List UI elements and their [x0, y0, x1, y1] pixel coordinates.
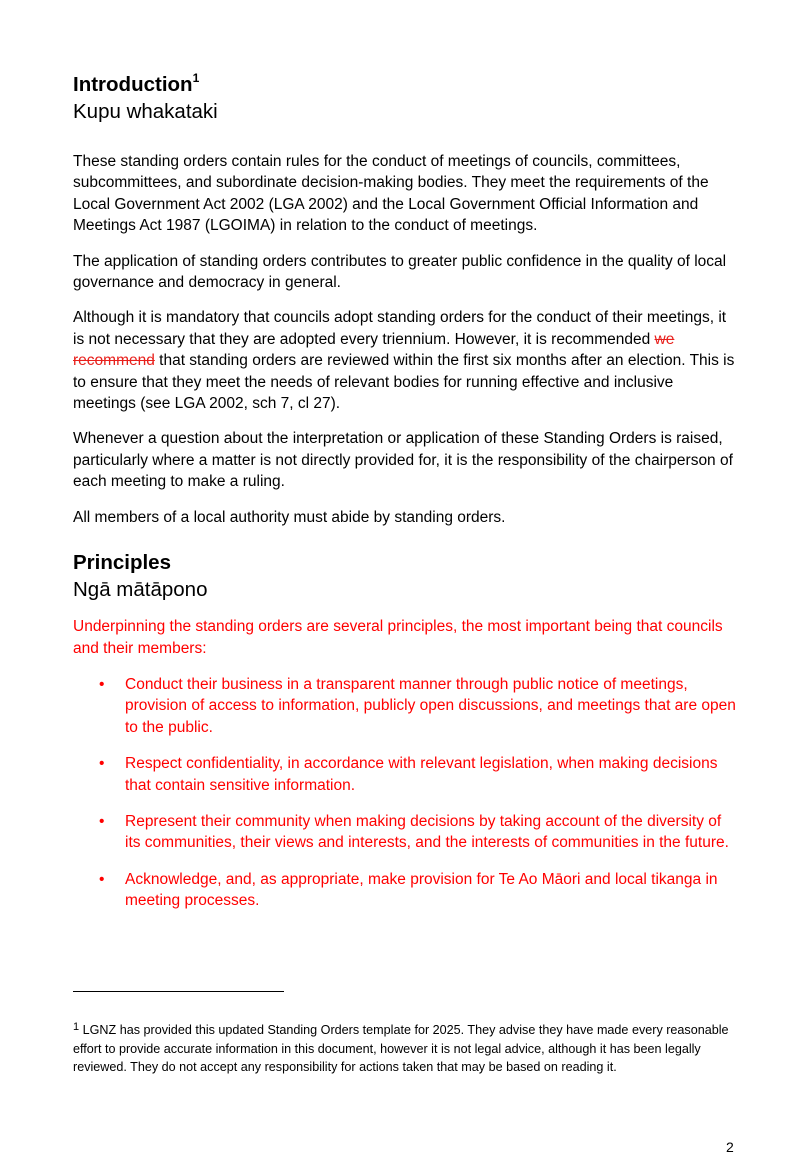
introduction-paragraph-2: The application of standing orders contributes to greater public confidence in the quality of local governance and democracy in general.: [73, 252, 727, 292]
footnote-reference[interactable]: 1: [192, 71, 200, 85]
footnote-number: 1: [73, 1021, 80, 1033]
paragraph-3-text-before: Although it is mandatory that councils adopt standing orders for the conduct of their meetings, it is not necessary that they are adopted every triennium. However, it is recommended: [73, 309, 727, 348]
paragraph-3-text-after: that standing orders are reviewed within the first six months after an election. This is to ensure that they meet the needs of relevant bodies for running effective and inclusive meetings (see LGA 2002, sch 7, cl 27).: [73, 352, 735, 413]
principles-intro: Underpinning the standing orders are several principles, the most important being that councils and their members:: [73, 618, 723, 657]
principles-subtitle: Ngā mātāpono: [73, 578, 208, 602]
introduction-subtitle: Kupu whakataki: [73, 100, 218, 123]
list-item-text: Respect confidentiality, in accordance with relevant legislation, when making decisions that contain sensitive information.: [125, 755, 718, 794]
introduction-paragraph-3: [73, 307, 737, 414]
introduction-paragraph-1: These standing orders contain rules for the conduct of meetings of councils, committees, subcommittees, and subordinate decision-making bodies. They meet the requirements of the Local Government Act 2002 (LGA 2002) and the Local Government Official Information and Meetings Act 1987 (LGOIMA) in relation to the conduct of meetings.: [73, 153, 709, 235]
footnote: [73, 1021, 737, 1077]
principles-heading: Principles: [73, 551, 171, 575]
list-item-text: Represent their community when making decisions by taking account of the diversity of its communities, their views and interests, and the interests of communities in the future.: [125, 812, 729, 852]
bullet-icon: •: [99, 812, 105, 830]
list-item: [73, 811, 737, 854]
introduction-paragraph-4: Whenever a question about the interpretation or application of these Standing Orders is raised, particularly where a matter is not directly provided for, it is the responsibility of the chairperson of each meeting to make a ruling.: [73, 430, 733, 491]
footnote-text: LGNZ has provided this updated Standing Orders template for 2025. They advise they have made every reasonable effort to provide accurate information in this document, however it is not legal advice, although it has been legally reviewed. They do not accept any responsibility for actions taken that may be based on reading it.: [73, 1023, 729, 1075]
list-item: [73, 753, 737, 796]
introduction-heading: [73, 72, 737, 98]
bullet-icon: •: [99, 675, 105, 693]
list-item: [73, 869, 737, 912]
introduction-paragraph-5: All members of a local authority must abide by standing orders.: [73, 508, 506, 526]
list-item: [73, 674, 737, 738]
list-item-text: Conduct their business in a transparent manner through public notice of meetings, provision of access to information, publicly open discussions, and meetings that are open to the public.: [125, 675, 736, 736]
page-number: 2: [726, 1139, 734, 1155]
principles-list: [73, 674, 737, 912]
bullet-icon: •: [99, 755, 105, 773]
footnote-separator: [73, 991, 284, 992]
bullet-icon: •: [99, 870, 105, 888]
introduction-heading-text: Introduction: [73, 73, 193, 96]
page-content: [73, 72, 737, 912]
deleted-text: we recommend: [73, 330, 675, 370]
list-item-text: Acknowledge, and, as appropriate, make provision for Te Ao Māori and local tikanga in meeting processes.: [125, 870, 718, 910]
